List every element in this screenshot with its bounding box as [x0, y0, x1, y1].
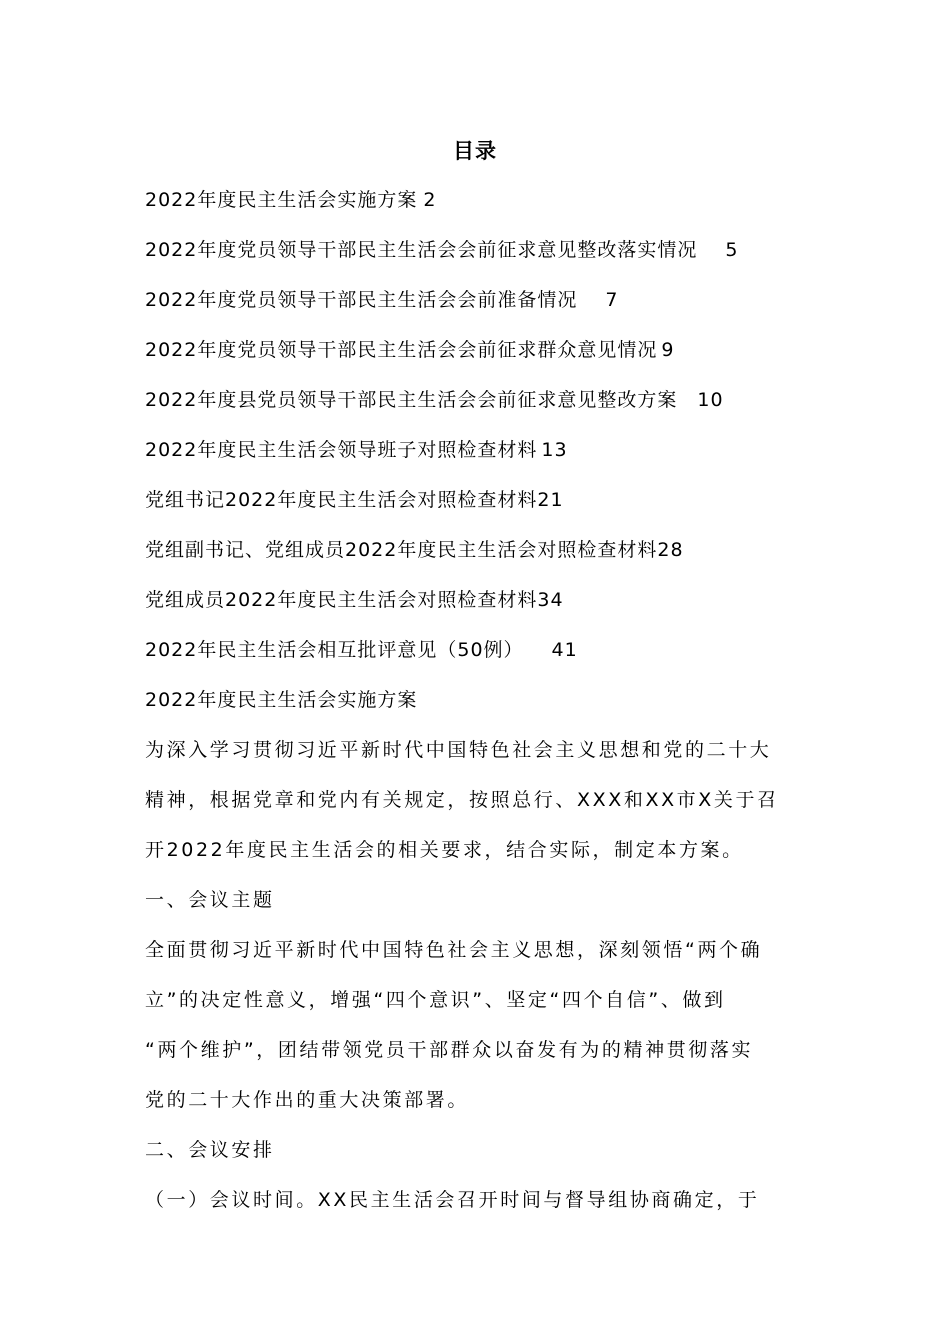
toc-entry-text: 2022年度党员领导干部民主生活会会前征求群众意见情况	[145, 339, 658, 361]
toc-entry-text: 2022年度党员领导干部民主生活会会前征求意见整改落实情况	[145, 239, 698, 261]
paragraph-line: “两个维护”，团结带领党员干部群众以奋发有为的精神贯彻落实	[145, 1039, 754, 1061]
toc-entry[interactable]	[145, 283, 825, 333]
paragraph-line: 开2022年度民主生活会的相关要求，结合实际，制定本方案。	[145, 839, 744, 861]
toc-entry[interactable]	[145, 333, 825, 383]
toc-entry-page: 13	[541, 439, 568, 461]
table-of-contents	[145, 183, 825, 683]
toc-entry-text: 党组书记2022年度民主生活会对照检查材料	[145, 489, 538, 511]
toc-entry-text: 2022年度民主生活会实施方案	[145, 189, 418, 211]
toc-entry-page: 34	[537, 589, 564, 611]
toc-entry[interactable]	[145, 383, 825, 433]
toc-entry[interactable]	[145, 633, 825, 683]
toc-entry-page: 21	[537, 489, 564, 511]
paragraph-line: 精神，根据党章和党内有关规定，按照总行、XXX和XX市X关于召	[145, 789, 779, 811]
paragraph-line: （一）会议时间。XX民主生活会召开时间与督导组协商确定，于	[145, 1189, 760, 1211]
toc-entry[interactable]	[145, 233, 825, 283]
toc-entry-page: 41	[551, 639, 578, 661]
toc-entry[interactable]	[145, 533, 825, 583]
paragraph-line: 立”的决定性意义，增强“四个意识”、坚定“四个自信”、做到	[145, 989, 726, 1011]
toc-entry[interactable]	[145, 183, 825, 233]
toc-entry-text: 2022年度县党员领导干部民主生活会会前征求意见整改方案	[145, 389, 678, 411]
toc-entry[interactable]	[145, 483, 825, 533]
toc-entry-page: 2	[423, 189, 437, 211]
toc-entry-text: 2022年民主生活会相互批评意见（50例）	[145, 639, 524, 661]
toc-entry[interactable]	[145, 583, 825, 633]
paragraph-line: 全面贯彻习近平新时代中国特色社会主义思想，深刻领悟“两个确	[145, 939, 763, 961]
toc-entry-page: 28	[657, 539, 684, 561]
toc-entry-text: 党组成员2022年度民主生活会对照检查材料	[145, 589, 538, 611]
toc-entry-page: 9	[661, 339, 675, 361]
document-body	[145, 683, 810, 1233]
toc-entry-text: 2022年度民主生活会领导班子对照检查材料	[145, 439, 538, 461]
toc-entry-page: 7	[605, 289, 619, 311]
toc-entry-text: 党组副书记、党组成员2022年度民主生活会对照检查材料	[145, 539, 658, 561]
toc-entry-page: 10	[697, 389, 724, 411]
toc-title: 目录	[453, 139, 497, 163]
paragraph-line: 为深入学习贯彻习近平新时代中国特色社会主义思想和党的二十大	[145, 739, 772, 761]
toc-entry-text: 2022年度党员领导干部民主生活会会前准备情况	[145, 289, 578, 311]
toc-entry[interactable]	[145, 433, 825, 483]
toc-entry-page: 5	[725, 239, 739, 261]
section-heading: 2022年度民主生活会实施方案	[145, 689, 418, 711]
section-heading: 二、会议安排	[145, 1139, 275, 1161]
section-heading: 一、会议主题	[145, 889, 275, 911]
paragraph-line: 党的二十大作出的重大决策部署。	[145, 1089, 470, 1111]
